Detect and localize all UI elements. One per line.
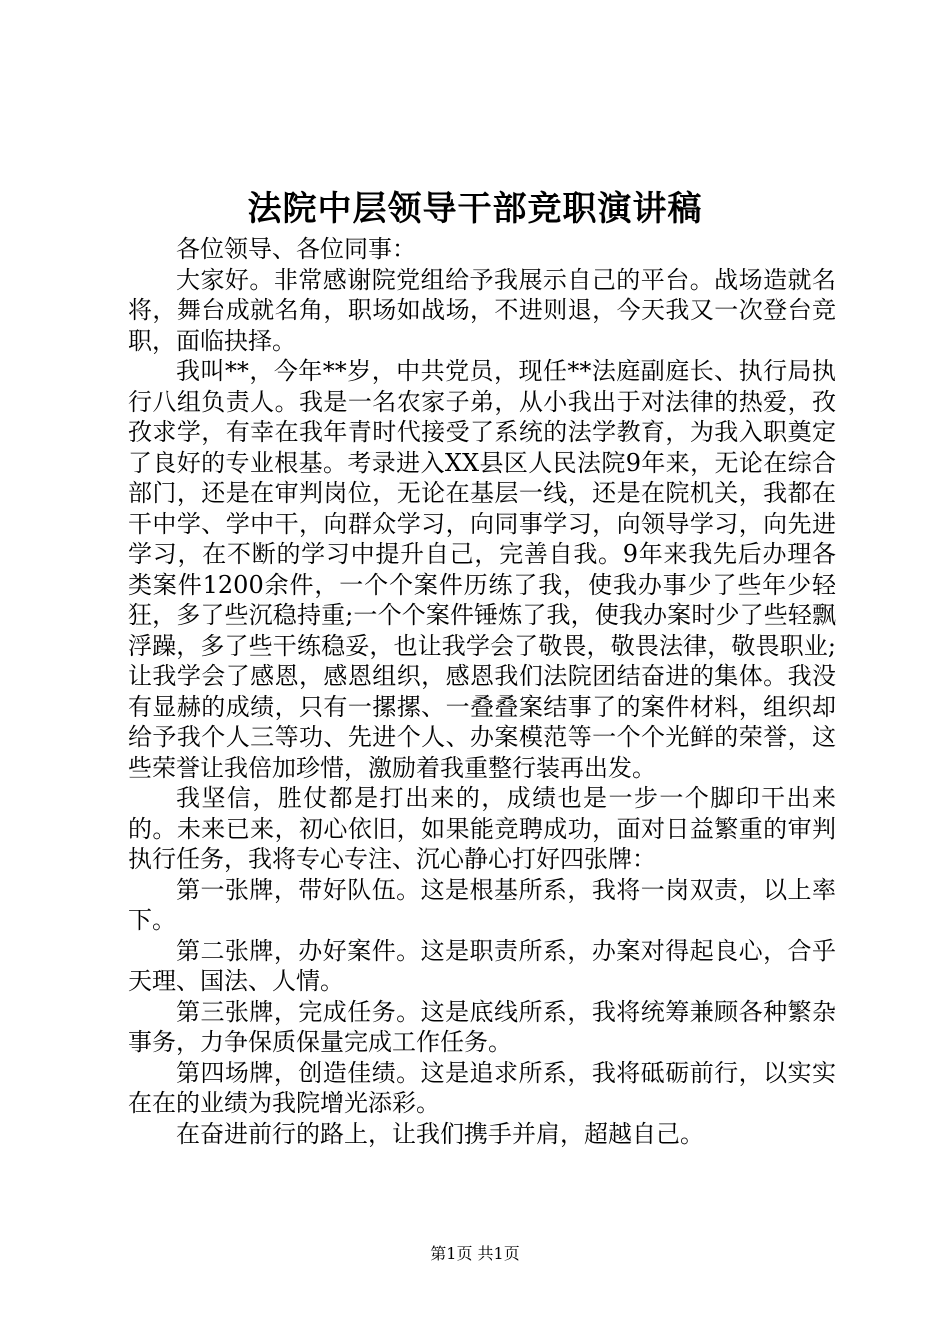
commitment-paragraph: 我坚信，胜仗都是打出来的，成绩也是一步一个脚印干出来的。未来已来，初心依旧，如果能竞聘成功，面对日益繁重的审判执行任务，我将专心专注、沉心静心打好四张牌： [128, 784, 836, 873]
salutation-paragraph: 各位领导、各位同事： [176, 235, 416, 263]
first-card-paragraph: 第一张牌，带好队伍。这是根基所系，我将一岗双责，以上率下。 [128, 875, 836, 934]
second-card-paragraph: 第二张牌，办好案件。这是职责所系，办案对得起良心，合乎天理、国法、人情。 [128, 936, 836, 995]
document-body [128, 234, 836, 1149]
self-introduction-paragraph: 我叫**，今年**岁，中共党员，现任**法庭副庭长、执行局执行八组负责人。我是一名农家子弟，从小我出于对法律的热爱，孜孜求学，有幸在我年青时代接受了系统的法学教育，为我入职奠定了良好的专业根基。考录进入XX县区人民法院9年来，无论在综合部门，还是在审判岗位，无论在基层一线，还是在院机关，我都在干中学、学中干，向群众学习，向同事学习，向领导学习，向先进学习，在不断的学习中提升自己，完善自我。9年来我先后办理各类案件1200余件，一个个案件历练了我，使我办事少了些年少轻狂，多了些沉稳持重;一个个案件锤炼了我，使我办案时少了些轻飘浮躁，多了些干练稳妥，也让我学会了敬畏，敬畏法律，敬畏职业;让我学会了感恩，感恩组织，感恩我们法院团结奋进的集体。我没有显赫的成绩，只有一摞摞、一叠叠案结事了的案件材料，组织却给予我个人三等功、先进个人、办案模范等一个个光鲜的荣誉，这些荣誉让我倍加珍惜，激励着我重整行装再出发。 [128, 357, 836, 782]
third-card-paragraph: 第三张牌，完成任务。这是底线所系，我将统筹兼顾各种繁杂事务，力争保质保量完成工作任务。 [128, 997, 836, 1056]
page-number-footer: 第1页 共1页 [430, 1244, 520, 1263]
closing-paragraph: 在奋进前行的路上，让我们携手并肩，超越自己。 [176, 1119, 704, 1148]
fourth-card-paragraph: 第四场牌，创造佳绩。这是追求所系，我将砥砺前行，以实实在在的业绩为我院增光添彩。 [128, 1058, 836, 1117]
greeting-paragraph: 大家好。非常感谢院党组给予我展示自己的平台。战场造就名将，舞台成就名角，职场如战场，不进则退，今天我又一次登台竞职，面临抉择。 [128, 265, 836, 355]
document-title: 法院中层领导干部竞职演讲稿 [247, 189, 703, 229]
